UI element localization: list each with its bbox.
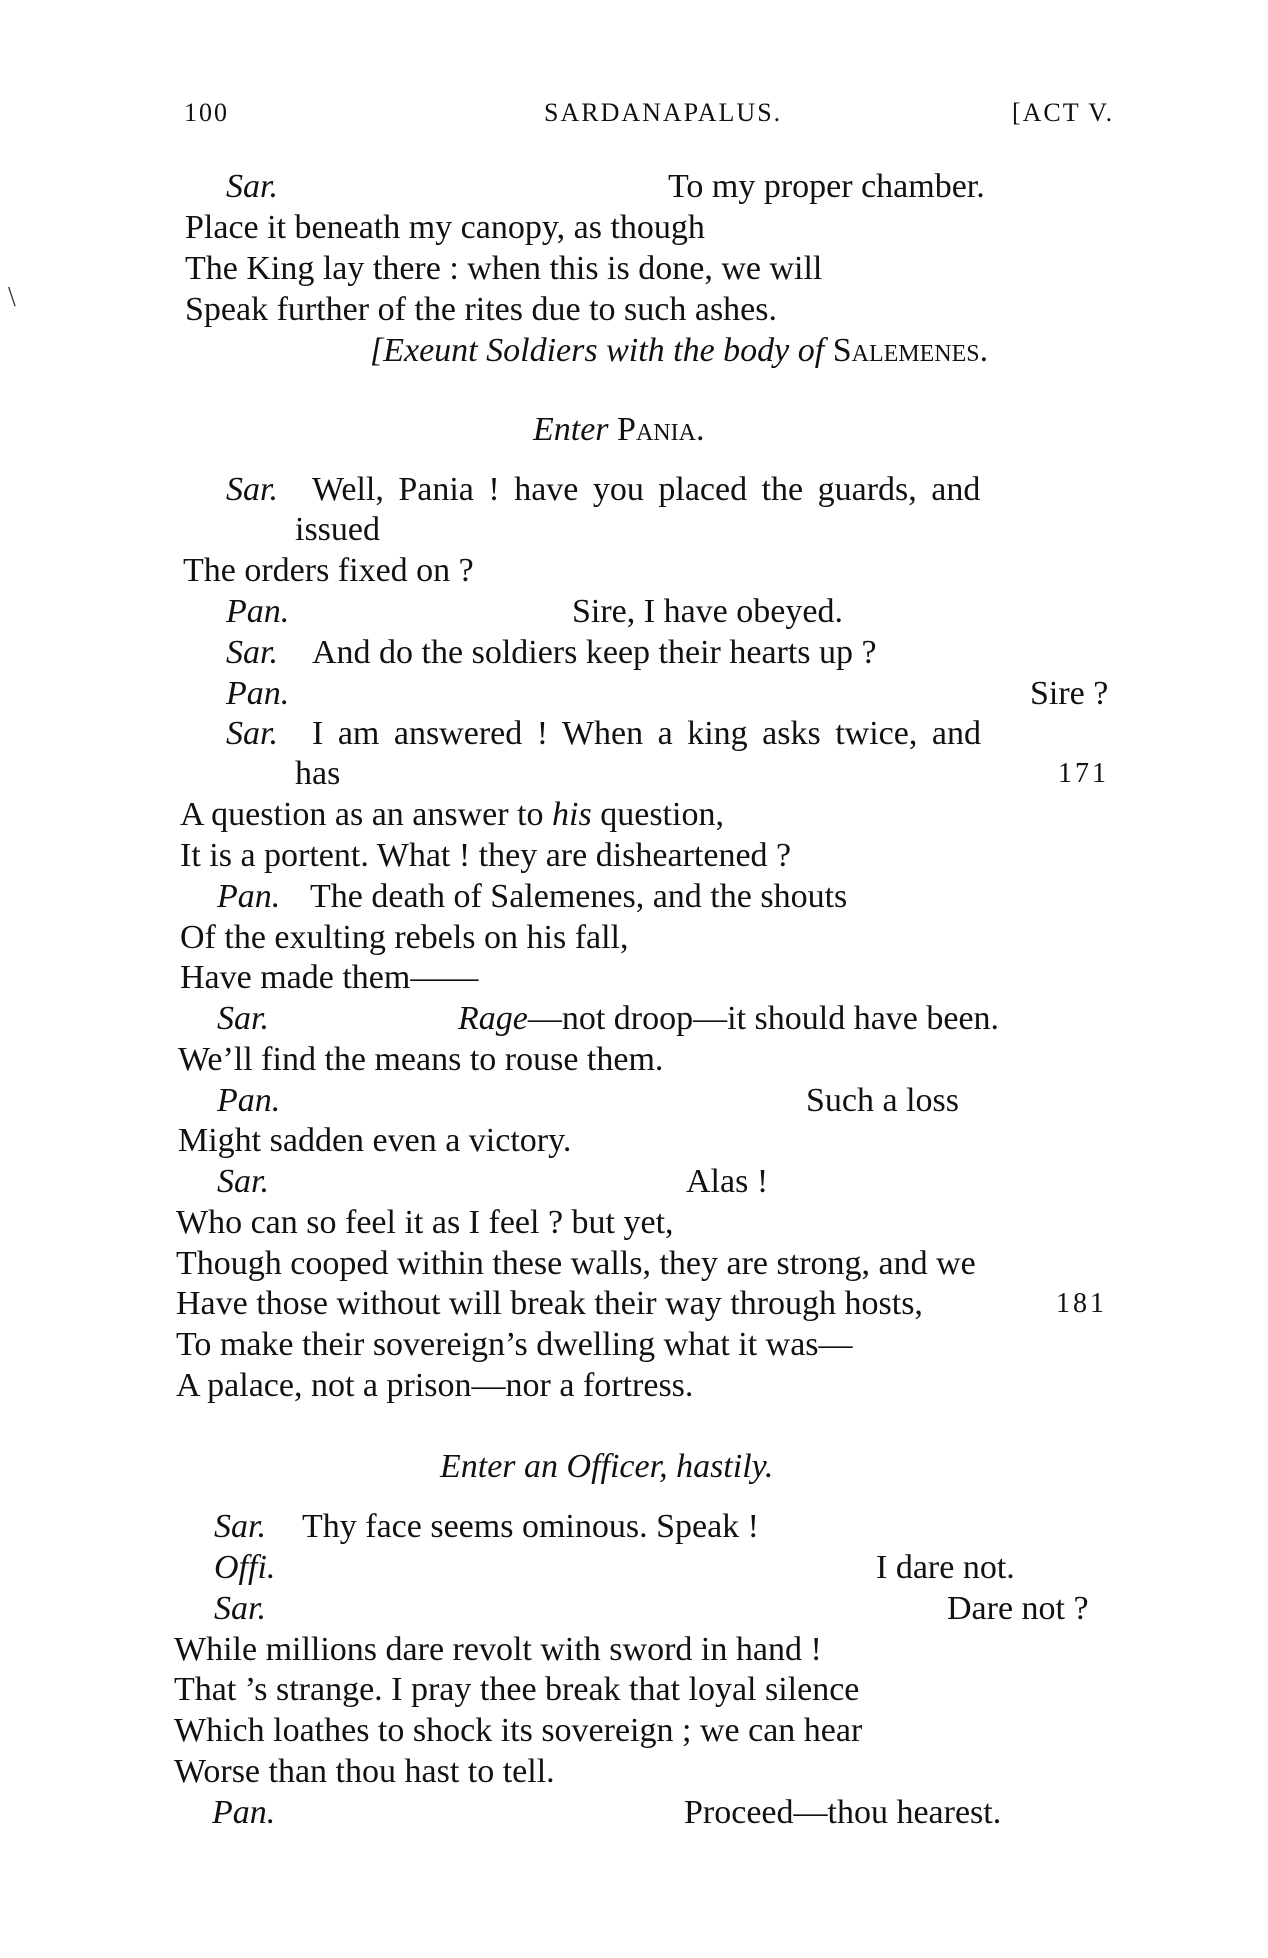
verse-line: I am answered ! When a king asks twice, and [312,715,981,752]
speaker-pan: Pan. [226,593,290,630]
stage-direction: Enter an Officer, hastily. [440,1448,774,1485]
verse-text: —not droop—it should have been. [527,1000,1000,1037]
speaker-pan: Pan. [217,1082,281,1119]
stage-direction-text: [Exeunt Soldiers with the body of [370,332,825,369]
speaker-sar: Sar. [226,168,278,205]
verse-line: Of the exulting rebels on his fall, [180,919,629,956]
verse-line: And do the soldiers keep their hearts up ? [312,634,877,671]
speaker-sar: Sar. [217,1163,269,1200]
line-number: 181 [1056,1288,1107,1319]
verse-line: Dare not ? [947,1590,1089,1627]
verse-line: It is a portent. What ! they are disheartened ? [180,837,792,874]
verse-line: We’ll find the means to rouse them. [178,1041,664,1078]
verse-line: Such a loss [806,1082,959,1119]
verse-line: While millions dare revolt with sword in hand ! [174,1631,822,1668]
running-title: SARDANAPALUS. [544,98,783,127]
speaker-pan: Pan. [226,675,290,712]
speaker-sar: Sar. [214,1508,266,1545]
verse-line: Place it beneath my canopy, as though [185,209,705,246]
speaker-sar: Sar. [226,634,278,671]
speaker-sar: Sar. [226,471,278,508]
margin-mark: \ [8,282,16,313]
speaker-sar: Sar. [217,1000,269,1037]
stage-direction [370,331,988,371]
verse-line: To my proper chamber. [668,168,985,205]
verse-line [180,795,724,835]
stage-direction-text: Enter [533,411,609,448]
verse-line: Alas ! [686,1163,769,1200]
speaker-sar: Sar. [226,715,278,752]
verse-line: Speak further of the rites due to such ashes. [185,291,777,328]
verse-line: Though cooped within these walls, they are strong, and we [176,1245,976,1282]
stage-direction [533,410,704,450]
character-name: Pania. [617,411,705,448]
verse-line-continued: issued [295,511,380,548]
verse-text-italic: his [552,796,592,833]
verse-line: Sire, I have obeyed. [572,593,843,630]
verse-line: That ’s strange. I pray thee break that loyal silence [174,1671,860,1708]
verse-line: Proceed—thou hearest. [684,1794,1002,1831]
line-number: 171 [1058,758,1109,789]
verse-line: Who can so feel it as I feel ? but yet, [176,1204,674,1241]
verse-line: Have made them—— [180,959,479,996]
verse-line-continued: has [295,755,341,792]
verse-line: Sire ? [1030,675,1109,712]
page-number: 100 [184,98,229,127]
verse-line [458,999,999,1039]
speaker-offi: Offi. [214,1549,276,1586]
speaker-sar: Sar. [214,1590,266,1627]
verse-line: The King lay there : when this is done, we will [185,250,823,287]
verse-line: I dare not. [876,1549,1015,1586]
character-name: Salemenes. [832,332,989,369]
verse-line: Well, Pania ! have you placed the guards, and [312,471,981,508]
verse-line: The orders fixed on ? [183,552,474,589]
verse-line: A palace, not a prison—nor a fortress. [176,1367,694,1404]
verse-line: The death of Salemenes, and the shouts [310,878,848,915]
verse-line: Worse than thou hast to tell. [174,1753,555,1790]
verse-text: A question as an answer to [180,796,544,833]
speaker-pan: Pan. [212,1794,276,1831]
verse-line: To make their sovereign’s dwelling what it was— [176,1326,853,1363]
verse-text-italic: Rage [458,1000,528,1037]
act-label: [ACT V. [1012,98,1115,127]
speaker-pan: Pan. [217,878,281,915]
verse-line: Thy face seems ominous. Speak ! [302,1508,759,1545]
verse-line: Might sadden even a victory. [178,1122,572,1159]
verse-line: Which loathes to shock its sovereign ; we can hear [174,1712,863,1749]
verse-text: question, [600,796,724,833]
verse-line: Have those without will break their way through hosts, [176,1285,923,1322]
